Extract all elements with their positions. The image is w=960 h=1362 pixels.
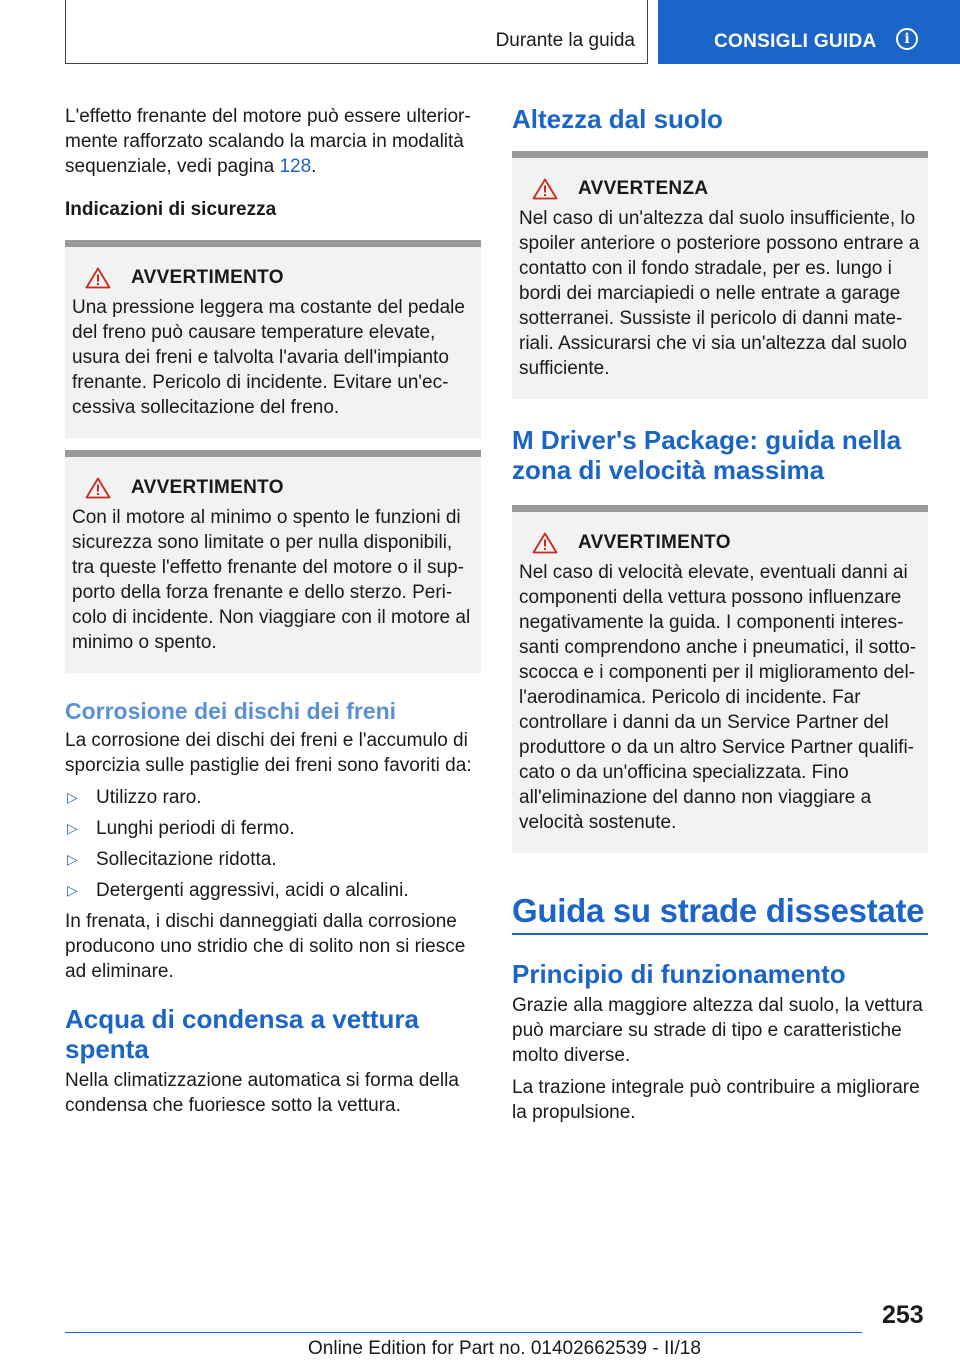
warning-triangle-icon xyxy=(532,532,558,554)
warning-title: AVVERTIMENTO xyxy=(131,477,284,498)
condensa-heading: Acqua di condensa a vettura spenta xyxy=(65,1004,419,1064)
list-item: ▷ Detergenti aggressivi, acidi o alcalini. xyxy=(67,880,409,901)
tab-label: CONSIGLI GUIDA xyxy=(714,31,877,52)
warning-triangle-icon xyxy=(532,178,558,200)
triangle-bullet-icon: ▷ xyxy=(67,820,78,836)
warning-text: Una pressione leggera ma costante del pedale del freno può causare temperature elevate, usura dei freni e talvolta l'avaria dell'impianto frenante. Pericolo di incidente. Evitare un'eccessiva sollecitazione del freno. xyxy=(72,297,465,418)
principio-text-1: Grazie alla maggiore altezza dal suolo, la vettura può marciare su strade di tipo e caratteristiche molto diverse. xyxy=(512,995,923,1066)
triangle-bullet-icon: ▷ xyxy=(67,882,78,898)
warning-title: AVVERTIMENTO xyxy=(131,267,284,288)
triangle-bullet-icon: ▷ xyxy=(67,851,78,867)
corrosion-text: La corrosione dei dischi dei freni e l'accumulo di sporcizia sulle pastiglie dei freni sono favoriti da: xyxy=(65,730,472,776)
warning-box-2 xyxy=(65,450,481,673)
list-item: ▷ Utilizzo raro. xyxy=(67,787,202,808)
left-column xyxy=(65,98,481,1118)
corrosion-after: In frenata, i dischi danneggiati dalla corrosione producono uno stridio che di solito non si riesce ad eliminare. xyxy=(65,911,466,982)
safety-heading: Indicazioni di sicurezza xyxy=(65,199,277,220)
corrosion-list xyxy=(65,785,481,903)
tab-consigli-guida[interactable] xyxy=(658,0,960,64)
edition-footer: Online Edition for Part no. 01402662539 - II/18 xyxy=(308,1338,701,1359)
warning-triangle-icon xyxy=(85,477,111,499)
strade-heading: Guida su strade dissestate xyxy=(512,892,925,929)
heading-rule xyxy=(512,933,928,935)
list-item: ▷ Lunghi periodi di fermo. xyxy=(67,818,295,839)
warning-triangle-icon xyxy=(85,267,111,289)
page-link[interactable]: 128 xyxy=(279,156,312,177)
info-icon[interactable]: i xyxy=(896,28,918,50)
footer-rule xyxy=(65,1332,862,1333)
warning-text: Nel caso di velocità elevate, eventuali danni ai componenti della vettura possono influenzare negativamente la guida. I componenti interessanti comprendono anche i pneumatici, il sottoscocca e i componenti per il miglioramento dell'aerodinamica. Pericolo di incidente. Far controllare i danni da un Service Partner del produttore o da un altro Service Partner qualificato o da un'officina specializzata. Fino all'eliminazione del danno non viaggiare a velocità sostenute. xyxy=(519,562,917,833)
intro-paragraph: L'effetto frenante del motore può essere ulteriormente rafforzato scalando la marcia in modalità sequenziale, vedi pagina 128. xyxy=(65,106,471,177)
warning-text: Con il motore al minimo o spento le funzioni di sicurezza sono limitate o per nulla disponibili, tra queste l'effetto frenante del motore o il supporto della forza frenante e dello sterzo. Pericolo di incidente. Non viaggiare con il motore al minimo o spento. xyxy=(72,507,471,653)
altezza-heading: Altezza dal suolo xyxy=(512,104,723,134)
warning-box-4 xyxy=(512,505,928,853)
mdriver-heading: M Driver's Package: guida nella zona di velocità massima xyxy=(512,425,902,485)
principio-text-2: La trazione integrale può contribuire a migliorare la propulsione. xyxy=(512,1077,920,1123)
list-item: ▷ Sollecitazione ridotta. xyxy=(67,849,277,870)
warning-box-1 xyxy=(65,240,481,438)
page-number: 253 xyxy=(882,1301,924,1329)
header-breadcrumb-box xyxy=(65,0,648,64)
triangle-bullet-icon: ▷ xyxy=(67,789,78,805)
warning-title: AVVERTENZA xyxy=(578,178,709,199)
breadcrumb[interactable]: Durante la guida xyxy=(495,30,635,51)
condensa-text: Nella climatizzazione automatica si forma della condensa che fuoriesce sotto la vettura. xyxy=(65,1070,459,1116)
warning-title: AVVERTIMENTO xyxy=(578,532,731,553)
warning-text: Nel caso di un'altezza dal suolo insufficiente, lo spoiler anteriore o posteriore possono entrare a contatto con il fondo stradale, per es. lungo i bordi dei marciapiedi o nelle entrate a garage sotterranei. Sussiste il pericolo di danni materiali. Assicurarsi che vi sia un'altezza dal suolo sufficiente. xyxy=(519,208,920,379)
corrosion-heading: Corrosione dei dischi dei freni xyxy=(65,698,397,724)
warning-box-3 xyxy=(512,151,928,399)
principio-heading: Principio di funzionamento xyxy=(512,959,846,989)
right-column xyxy=(512,98,928,1125)
